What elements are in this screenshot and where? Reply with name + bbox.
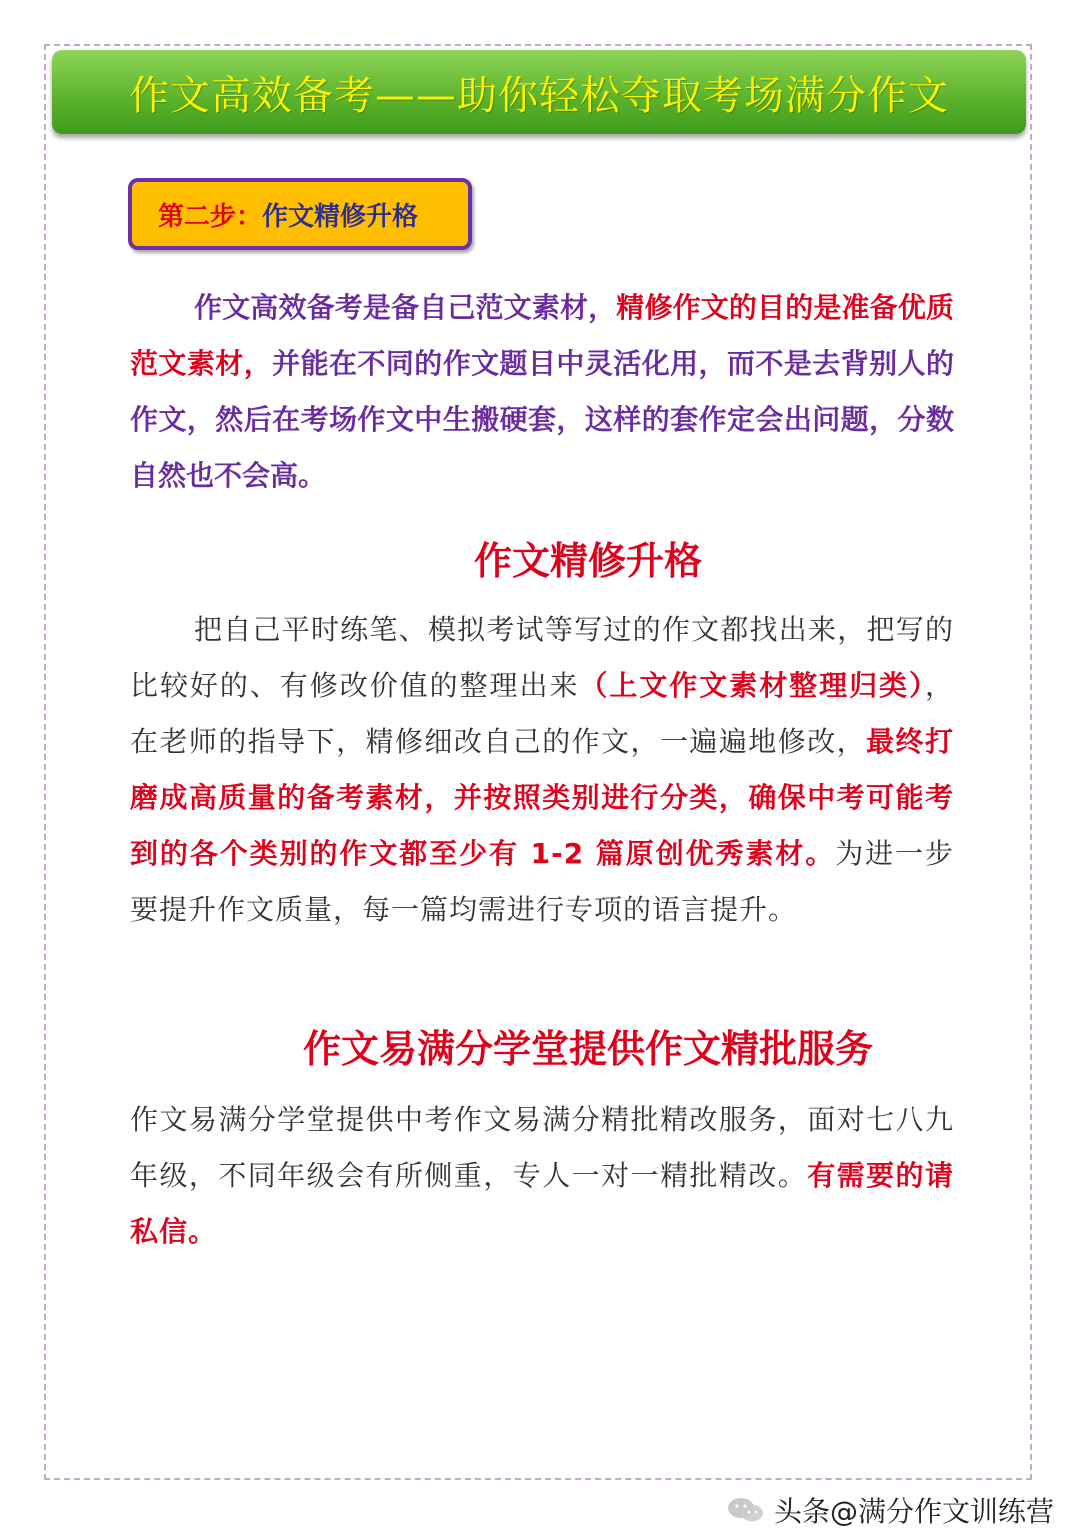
step-label-box [128, 178, 472, 250]
intro-rest-text: 并能在不同的作文题目中灵活化用，而不是去背别人的作文，然后在考场作文中生搬硬套，这样的套作定会出问题，分数自然也不会高。 [130, 347, 954, 492]
section-heading-polish: 作文精修升格 [473, 539, 702, 583]
polish-text-a: 把自己平时练笔、模拟考试等写过的作文都找出来，把写的比较好的、有修改价值的整理出来 [130, 613, 954, 702]
service-red-text: 有需要的请私信。 [130, 1159, 954, 1248]
service-paragraph [130, 1092, 954, 1260]
watermark-text: 头条@满分作文训练营 [773, 1495, 1054, 1528]
polish-red-b: 最终打磨成高质量的备考素材，并按照类别进行分类，确保中考可能考到的各个类别的作文都至少有 1-2 篇原创优秀素材。 [130, 725, 954, 870]
intro-red-text: 精修作文的目的是准备优质范文素材， [130, 291, 954, 380]
wechat-icon [726, 1495, 766, 1525]
section-heading-service: 作文易满分学堂提供作文精批服务 [302, 1027, 873, 1071]
page-title: 作文高效备考——助你轻松夺取考场满分作文 [129, 72, 949, 119]
step-name: 作文精修升格 [262, 201, 419, 232]
service-text: 作文易满分学堂提供中考作文易满分精批精改服务，面对七八九年级，不同年级会有所侧重，专人一对一精批精改。 [130, 1103, 954, 1192]
polish-text-c: 为进一步要提升作文质量，每一篇均需进行专项的语言提升。 [130, 837, 954, 926]
polish-paragraph [130, 602, 954, 938]
polish-red-a: （上文作文素材整理归类） [579, 669, 925, 702]
intro-paragraph [130, 280, 954, 504]
polish-text-b: ，在老师的指导下，精修细改自己的作文，一遍遍地修改， [130, 669, 954, 758]
intro-purple-text: 作文高效备考是备自己范文素材， [194, 291, 617, 324]
watermark [726, 1490, 1054, 1530]
title-banner [52, 50, 1026, 134]
step-prefix: 第二步： [158, 201, 263, 232]
